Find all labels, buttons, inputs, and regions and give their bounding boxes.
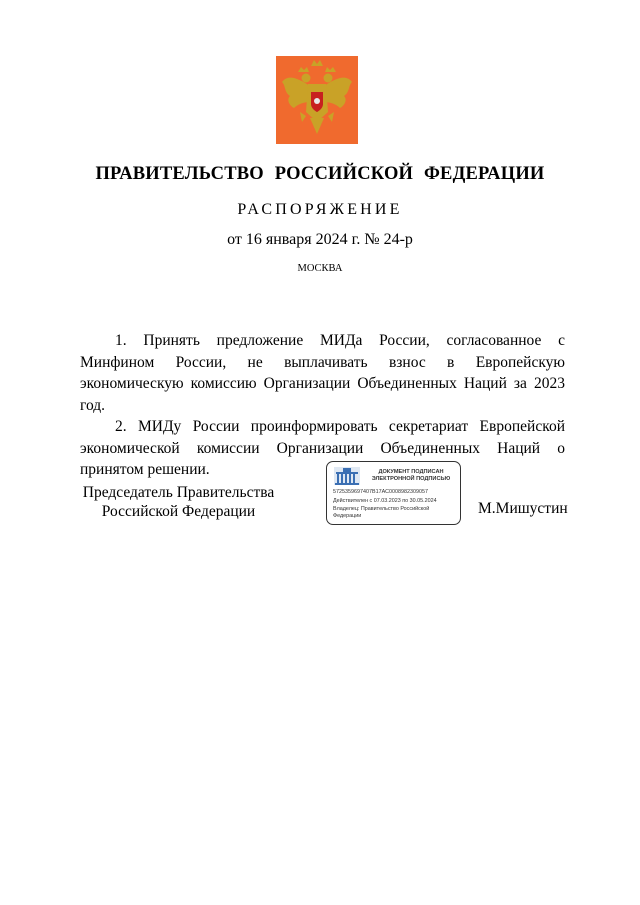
signer-position <box>76 483 281 521</box>
signer-position-line-2: Российской Федерации <box>101 503 256 520</box>
document-city: МОСКВА <box>297 263 343 274</box>
stamp-owner: Владелец: Правительство Российской Федерации <box>333 506 430 519</box>
signer-name: М.Мишустин <box>478 500 568 517</box>
stamp-serial: 5725359697407B17AC0008982309057 <box>333 489 429 495</box>
electronic-signature-stamp <box>326 461 461 525</box>
stamp-title <box>365 469 457 483</box>
stamp-title-line-1: ДОКУМЕНТ ПОДПИСАН <box>378 469 444 475</box>
stamp-validity: Действителен с 07.03.2023 по 30.05.2024 <box>333 498 437 504</box>
paragraph-2: 2. МИДу России проинформировать секретариат Европейской экономической комиссии Организации Объединенных Наций о принятом решении. <box>80 418 565 478</box>
coat-of-arms-icon <box>276 56 358 144</box>
signer-position-line-1: Председатель Правительства <box>82 484 275 501</box>
government-title: ПРАВИТЕЛЬСТВО РОССИЙСКОЙ ФЕДЕРАЦИИ <box>95 164 545 184</box>
document-body <box>80 330 565 481</box>
government-building-icon <box>334 467 360 485</box>
stamp-title-line-2: ЭЛЕКТРОННОЙ ПОДПИСЬЮ <box>371 476 451 482</box>
document-date: от 16 января 2024 г. № 24-р <box>227 231 413 248</box>
paragraph-1: 1. Принять предложение МИДа России, согласованное с Минфином России, не выплачивать взнос в Европейскую экономическую комиссию Организации Объединенных Наций за 2023 год. <box>80 332 565 414</box>
document-type: РАСПОРЯЖЕНИЕ <box>237 201 403 218</box>
